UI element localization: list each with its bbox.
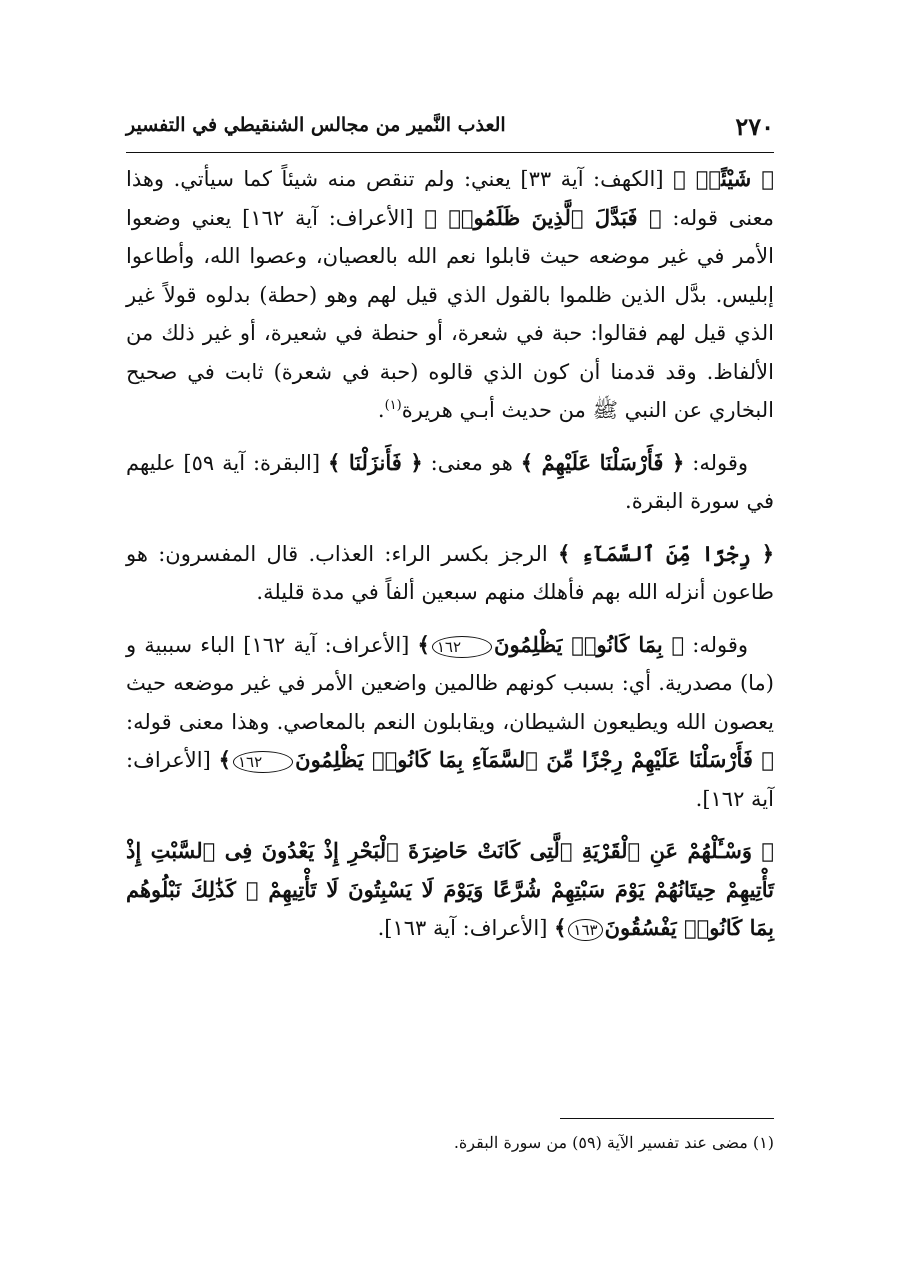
paragraph-2 [126, 444, 774, 521]
footnote-number: (١) [752, 1133, 774, 1152]
paragraph-4 [126, 626, 774, 819]
quran-quote-end: ﴾ [417, 631, 430, 657]
ayah-number-marker: ١٦٢ [432, 636, 492, 658]
paragraph-text: [الأعراف: آية ١٦٢] يعني وضعوا الأمر في غير موضعه حيث قابلوا نعم الله بالعصيان، وعصوا الله، وأطاعوا إبليس. بدَّل الذين ظلموا بالقول الذي قيل لهم وهو (حطة) بدلوه قولاً غير الذي قيل لهم فقالوا: حبة في شعرة، أو حنطة في شعيرة، أو غير ذلك من الألفاظ. وقد قدمنا أن كون الذي قالوه (حبة في شعرة) ثابت في صحيح البخاري عن النبي ﷺ من حديث أبـي هريرة [126, 205, 774, 422]
quran-quote: ﴿ شَيْئًاۚ ﴾ [673, 166, 774, 191]
ayah-number-marker: ١٦٢ [233, 751, 293, 773]
ayah-number-marker: ١٦٣ [568, 919, 602, 941]
header-divider [126, 152, 774, 153]
paragraph-text: [الأعراف: آية ١٦٢] الباء سببية و (ما) مصدرية. أي: بسبب كونهم ظالمين واضعين الأمر في غير موضعه حيث يعصون الله ويطيعون الشيطان، ويقابلون النعم بالمعاصي. وهذا معنى قوله: [126, 632, 774, 734]
quran-quote-end: ﴾ [218, 747, 231, 772]
page-number: ٢٧٠ [735, 112, 774, 141]
quran-quote: ﴿ رِجْزًا مِّنَ ٱلسَّمَآءِ ﴾ [558, 540, 774, 566]
paragraph-text: وقوله: [684, 632, 749, 657]
paragraph-text: [الأعراف: آية ١٦٢]. [126, 748, 774, 811]
page-header [126, 112, 774, 146]
paragraph-3 [126, 535, 774, 612]
quran-quote: ﴿ فَأَرْسَلْنَا عَلَيْهِمْ رِجْزًا مِّنَ ٱلسَّمَآءِ بِمَا كَانُوا۟ يَظْلِمُونَ [295, 747, 774, 772]
quran-quote: ﴿ فَأَنزَلْنَا ﴾ [327, 449, 423, 475]
quran-quote: ﴿ وَسْـَٔلْهُمْ عَنِ ٱلْقَرْيَةِ ٱلَّتِى كَانَتْ حَاضِرَةَ ٱلْبَحْرِ إِذْ يَعْدُونَ فِى ٱلسَّبْتِ إِذْ تَأْتِيهِمْ حِيتَانُهُمْ يَوْمَ سَبْتِهِمْ شُرَّعًا وَيَوْمَ لَا يَسْبِتُونَ لَا تَأْتِيهِمْ ۚ كَذَٰلِكَ نَبْلُوهُم بِمَا كَانُوا۟ يَفْسُقُونَ [126, 838, 774, 940]
paragraph-text: [الكهف: آية ٣٣] يعني: ولم تنقص منه شيئاً كما سيأتي. وهذا معنى قوله: [126, 167, 774, 230]
paragraph-text: هو معنى: [422, 450, 521, 475]
paragraph-text: [الأعراف: آية ١٦٣]. [377, 916, 555, 940]
paragraph-5 [126, 832, 774, 948]
footnote-text: مضى عند تفسير الآية (٥٩) من سورة البقرة. [453, 1133, 748, 1152]
quran-quote: ﴿ فَبَدَّلَ ٱلَّذِينَ ظَلَمُوا۟ ﴾ [424, 204, 662, 230]
paragraph-1 [126, 160, 774, 430]
quran-quote: ﴿ بِمَا كَانُوا۟ يَظْلِمُونَ [494, 631, 685, 657]
main-text [126, 160, 774, 962]
footnote-reference[interactable]: (١) [384, 398, 402, 413]
footnote-divider [560, 1118, 774, 1119]
running-title: العذب النَّمير من مجالس الشنقيطي في التفسير [126, 114, 506, 136]
paragraph-text: الرجز بكسر الراء: العذاب. قال المفسرون: هو طاعون أنزله الله بهم فأهلك منهم سبعين ألفاً في مدة قليلة. [126, 541, 774, 604]
paragraph-text: . [377, 398, 385, 422]
paragraph-text: وقوله: [684, 450, 749, 475]
quran-quote: ﴿ فَأَرْسَلْنَا عَلَيْهِمْ ﴾ [520, 449, 685, 475]
paragraph-text: [البقرة: آية ٥٩] عليهم في سورة البقرة. [126, 450, 774, 513]
footnote [126, 1130, 774, 1156]
quran-quote-end: ﴾ [554, 915, 567, 940]
